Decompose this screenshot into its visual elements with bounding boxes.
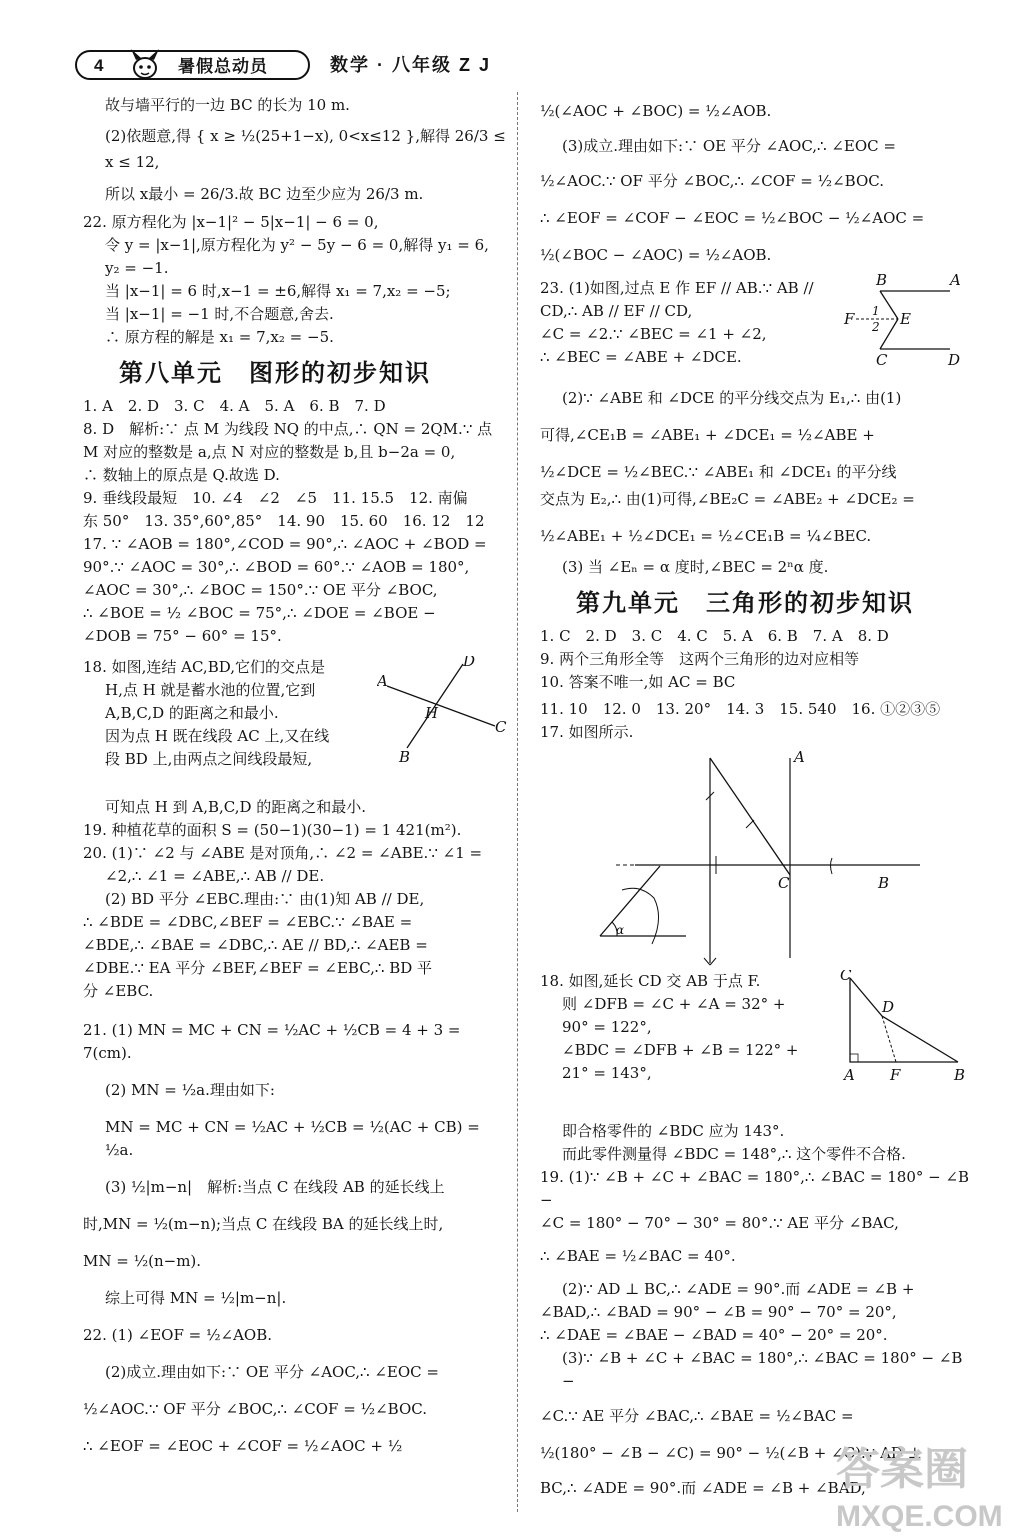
q23-block bbox=[540, 271, 970, 373]
text-line: 21. (1) MN = MC + CN = ½AC + ½CB = 4 + 3 = 7(cm). bbox=[83, 1021, 466, 1062]
text-line: ½∠DCE = ½∠BEC.∵ ∠ABE₁ 和 ∠DCE₁ 的平分线 bbox=[540, 463, 897, 481]
text-line: 21° = 143°, bbox=[562, 1064, 652, 1082]
text-line: 18. 如图,延长 CD 交 AB 于点 F. bbox=[540, 972, 761, 990]
text-line: 段 BD 上,由两点之间线段最短, bbox=[105, 750, 313, 768]
text-line: 分 ∠EBC. bbox=[83, 982, 154, 1000]
label-A: A bbox=[844, 1066, 855, 1084]
label-B: B bbox=[399, 748, 411, 766]
text-line: A,B,C,D 的距离之和最小. bbox=[105, 704, 279, 722]
watermark-url: MXQE.COM bbox=[836, 1500, 1003, 1533]
text-line: ∴ ∠DAE = ∠BAE − ∠BAD = 40° − 20° = 20°. bbox=[540, 1326, 888, 1344]
text-line: 22. (1) ∠EOF = ½∠AOB. bbox=[83, 1326, 272, 1344]
left-column bbox=[83, 94, 511, 1458]
text-line: ½∠AOC.∵ OF 平分 ∠BOC,∴ ∠COF = ½∠BOC. bbox=[540, 172, 884, 190]
triangle-figure bbox=[836, 970, 966, 1084]
text-line: 当 |x−1| = 6 时,x−1 = ±6,解得 x₁ = 7,x₂ = −5; bbox=[105, 282, 451, 300]
construction-figure bbox=[540, 748, 960, 968]
watermark-logo bbox=[822, 1418, 1010, 1536]
text-line: (2)依题意,得 { x ≥ ½(25+1−x), 0<x≤12 },解得 26/3 ≤ x ≤ 12, bbox=[105, 127, 511, 171]
subject-title: 数学 · 八年级 Z J bbox=[330, 55, 492, 75]
text-line: 可得,∠CE₁B = ∠ABE₁ + ∠DCE₁ = ½∠ABE + bbox=[540, 426, 875, 444]
text-line: 20. (1)∵ ∠2 与 ∠ABE 是对顶角,∴ ∠2 = ∠ABE.∵ ∠1 = bbox=[83, 844, 483, 862]
text-line: y₂ = −1. bbox=[105, 259, 169, 277]
label-C: C bbox=[840, 970, 852, 984]
text-line: (2)成立.理由如下:∵ OE 平分 ∠AOC,∴ ∠EOC = bbox=[105, 1363, 439, 1381]
unit8-title: 第八单元 图形的初步知识 bbox=[119, 359, 431, 387]
text-line: 可知点 H 到 A,B,C,D 的距离之和最小. bbox=[105, 798, 367, 816]
text-line: 18. 如图,连结 AC,BD,它们的交点是 bbox=[83, 658, 325, 676]
text-line: ∠2,∴ ∠1 = ∠ABE,∴ AB // DE. bbox=[105, 867, 325, 885]
label-B: B bbox=[878, 874, 890, 892]
label-F: F bbox=[844, 310, 855, 328]
label-F: F bbox=[890, 1066, 901, 1084]
text-line: 1. C 2. D 3. C 4. C 5. A 6. B 7. A 8. D bbox=[540, 627, 889, 645]
column-divider bbox=[517, 92, 518, 1512]
label-D: D bbox=[882, 998, 895, 1016]
label-2: 2 bbox=[872, 320, 880, 334]
text-line: BC,∴ ∠ADE = 90°.而 ∠ADE = ∠B + ∠BAD, bbox=[540, 1479, 866, 1497]
text-line: 9. 垂线段最短 10. ∠4 ∠2 ∠5 11. 15.5 12. 南偏 bbox=[83, 489, 468, 507]
text-line: 22. 原方程化为 |x−1|² − 5|x−1| − 6 = 0, bbox=[83, 213, 379, 231]
text-line: 11. 10 12. 0 13. 20° 14. 3 15. 540 16. ①②③⑤ bbox=[540, 700, 941, 718]
label-D: D bbox=[948, 351, 961, 365]
text-line: ½(180° − ∠B − ∠C) = 90° − ½(∠B + ∠C).∵ AD ⊥ bbox=[540, 1444, 922, 1462]
q18-triangle-block bbox=[540, 970, 970, 1120]
text-line: (3) 当 ∠Eₙ = α 度时,∠BEC = 2ⁿα 度. bbox=[562, 558, 829, 576]
text-line: 故与墙平行的一边 BC 的长为 10 m. bbox=[105, 96, 350, 114]
label-C: C bbox=[495, 718, 507, 736]
text-line: 综上可得 MN = ½|m−n|. bbox=[105, 1289, 287, 1307]
text-line: ∴ ∠BDE = ∠DBC,∠BEF = ∠EBC.∵ ∠BAE = bbox=[83, 913, 413, 931]
label-B: B bbox=[876, 271, 888, 289]
text-line: 东 50° 13. 35°,60°,85° 14. 90 15. 60 16. 12 12 bbox=[83, 512, 485, 530]
text-line: 则 ∠DFB = ∠C + ∠A = 32° + bbox=[562, 995, 786, 1013]
label-H: H bbox=[425, 704, 439, 722]
text-line: 当 |x−1| = −1 时,不合题意,舍去. bbox=[105, 305, 334, 323]
text-line: ∴ ∠BOE = ½ ∠BOC = 75°,∴ ∠DOE = ∠BOE − bbox=[83, 604, 436, 622]
text-line: 1. A 2. D 3. C 4. A 5. A 6. B 7. D bbox=[83, 397, 386, 415]
text-line: 90° = 122°, bbox=[562, 1018, 652, 1036]
text-line: 交点为 E₂,∴ 由(1)可得,∠BE₂C = ∠ABE₂ + ∠DCE₂ = bbox=[540, 490, 915, 508]
page-header bbox=[0, 0, 1010, 90]
text-line: 因为点 H 既在线段 AC 上,又在线 bbox=[105, 727, 330, 745]
text-line: ∴ 数轴上的原点是 Q.故选 D. bbox=[83, 466, 280, 484]
text-line: (2) MN = ½a.理由如下: bbox=[105, 1081, 275, 1099]
text-line: 8. D 解析:∵ 点 M 为线段 NQ 的中点,∴ QN = 2QM.∵ 点 bbox=[83, 420, 493, 438]
text-line: (3)∵ ∠B + ∠C + ∠BAC = 180°,∴ ∠BAC = 180° − ∠B − bbox=[562, 1349, 968, 1390]
text-line: 令 y = |x−1|,原方程化为 y² − 5y − 6 = 0,解得 y₁ = 6, bbox=[105, 236, 489, 254]
text-line: ∠AOC = 30°,∴ ∠BOC = 150°.∵ OE 平分 ∠BOC, bbox=[83, 581, 438, 599]
text-line: 19. (1)∵ ∠B + ∠C + ∠BAC = 180°,∴ ∠BAC = 180° − ∠B − bbox=[540, 1168, 974, 1209]
text-line: (2)∵ ∠ABE 和 ∠DCE 的平分线交点为 E₁,∴ 由(1) bbox=[562, 389, 902, 407]
label-1: 1 bbox=[872, 304, 880, 318]
label-B: B bbox=[954, 1066, 966, 1084]
label-D: D bbox=[463, 656, 476, 670]
text-line: 17. 如图所示. bbox=[540, 723, 634, 741]
text-line: ∠BDE,∴ ∠BAE = ∠DBC,∴ AE // BD,∴ ∠AEB = bbox=[83, 936, 428, 954]
text-line: H,点 H 就是蓄水池的位置,它到 bbox=[105, 681, 316, 699]
text-line: 17. ∵ ∠AOB = 180°,∠COD = 90°,∴ ∠AOC + ∠BOD = bbox=[83, 535, 487, 553]
text-line: (3)成立.理由如下:∵ OE 平分 ∠AOC,∴ ∠EOC = bbox=[562, 137, 896, 155]
right-column bbox=[540, 94, 974, 1500]
text-line: ∴ ∠EOF = ∠COF − ∠EOC = ½∠BOC − ½∠AOC = bbox=[540, 209, 925, 227]
text-line: (3) ½|m−n| 解析:当点 C 在线段 AB 的延长线上 bbox=[105, 1178, 445, 1196]
label-A: A bbox=[377, 672, 388, 690]
text-line: (2) BD 平分 ∠EBC.理由:∵ 由(1)知 AB // DE, bbox=[105, 890, 425, 908]
series-title: 暑假总动员 bbox=[178, 57, 268, 76]
label-C: C bbox=[876, 351, 888, 365]
text-line: ∴ ∠BAE = ½∠BAC = 40°. bbox=[540, 1247, 736, 1265]
text-line: ½(∠AOC + ∠BOC) = ½∠AOB. bbox=[540, 102, 772, 120]
text-line: 即合格零件的 ∠BDC 应为 143°. bbox=[562, 1122, 785, 1140]
q18-block bbox=[83, 656, 511, 796]
label-A: A bbox=[950, 271, 961, 289]
text-line: 90°.∵ ∠AOC = 30°,∴ ∠BOD = 60°.∵ ∠AOB = 180°, bbox=[83, 558, 470, 576]
page-number: 4 bbox=[94, 56, 104, 75]
text-line: ∴ ∠BEC = ∠ABE + ∠DCE. bbox=[540, 348, 742, 366]
text-line: MN = MC + CN = ½AC + ½CB = ½(AC + CB) = ½a. bbox=[105, 1118, 485, 1159]
text-line: ∠BAD,∴ ∠BAD = 90° − ∠B = 90° − 70° = 20°, bbox=[540, 1303, 897, 1321]
parallel-lines-figure bbox=[840, 269, 970, 365]
text-line: ∠DOB = 75° − 60° = 15°. bbox=[83, 627, 282, 645]
text-line: 所以 x最小 = 26/3.故 BC 边至少应为 26/3 m. bbox=[105, 185, 424, 203]
label-A: A bbox=[794, 748, 805, 766]
text-line: 19. 种植花草的面积 S = (50−1)(30−1) = 1 421(m²). bbox=[83, 821, 462, 839]
label-E: E bbox=[900, 310, 911, 328]
text-line: ½(∠BOC − ∠AOC) = ½∠AOB. bbox=[540, 246, 772, 264]
mascot-icon bbox=[128, 44, 162, 82]
text-line: 10. 答案不唯一,如 AC = BC bbox=[540, 673, 736, 691]
text-line: M 对应的整数是 a,点 N 对应的整数是 b,且 b−2a = 0, bbox=[83, 443, 456, 461]
text-line: 而此零件测量得 ∠BDC = 148°,∴ 这个零件不合格. bbox=[562, 1145, 906, 1163]
text-line: ∠C.∵ AE 平分 ∠BAC,∴ ∠BAE = ½∠BAC = bbox=[540, 1407, 854, 1425]
text-line: ∠C = 180° − 70° − 30° = 80°.∵ AE 平分 ∠BAC, bbox=[540, 1214, 899, 1232]
text-line: CD,∴ AB // EF // CD, bbox=[540, 302, 693, 320]
reservoir-figure bbox=[377, 656, 507, 766]
text-line: 9. 两个三角形全等 这两个三角形的边对应相等 bbox=[540, 650, 860, 668]
label-alpha: α bbox=[616, 923, 625, 937]
text-line: 时,MN = ½(m−n);当点 C 在线段 BA 的延长线上时, bbox=[83, 1215, 444, 1233]
text-line: 23. (1)如图,过点 E 作 EF // AB.∵ AB // bbox=[540, 279, 814, 297]
text-line: (2)∵ AD ⊥ BC,∴ ∠ADE = 90°.而 ∠ADE = ∠B + bbox=[562, 1280, 915, 1298]
text-line: ∴ 原方程的解是 x₁ = 7,x₂ = −5. bbox=[105, 328, 334, 346]
text-line: ∠DBE.∵ EA 平分 ∠BEF,∠BEF = ∠EBC,∴ BD 平 bbox=[83, 959, 433, 977]
text-line: ∠BDC = ∠DFB + ∠B = 122° + bbox=[562, 1041, 799, 1059]
label-C: C bbox=[778, 874, 790, 892]
text-line: ½∠AOC.∵ OF 平分 ∠BOC,∴ ∠COF = ½∠BOC. bbox=[83, 1400, 427, 1418]
text-line: ∠C = ∠2.∵ ∠BEC = ∠1 + ∠2, bbox=[540, 325, 767, 343]
text-line: MN = ½(n−m). bbox=[83, 1252, 202, 1270]
text-line: ½∠ABE₁ + ½∠DCE₁ = ½∠CE₁B = ¼∠BEC. bbox=[540, 527, 872, 545]
text-line: ∴ ∠EOF = ∠EOC + ∠COF = ½∠AOC + ½ bbox=[83, 1437, 403, 1455]
unit9-title: 第九单元 三角形的初步知识 bbox=[576, 589, 914, 617]
watermark-text: 答案圈 bbox=[836, 1445, 968, 1494]
